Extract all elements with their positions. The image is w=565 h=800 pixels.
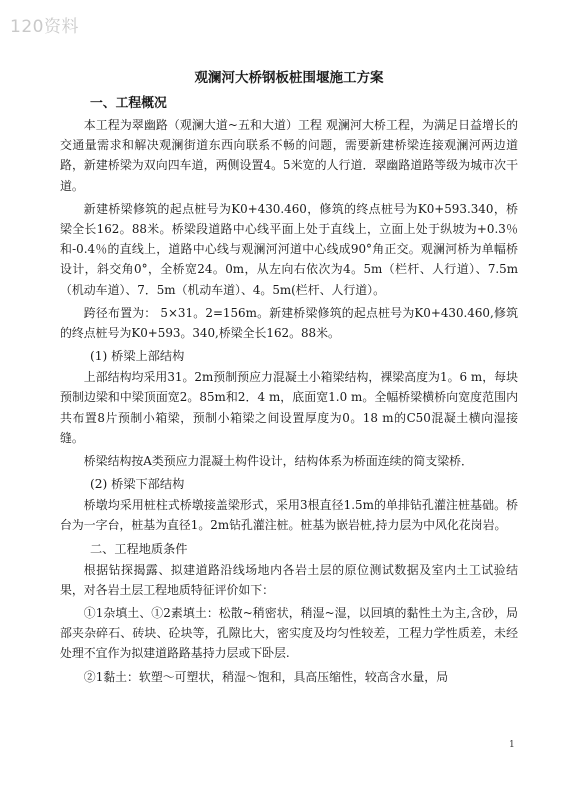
page-number: 1 (509, 740, 515, 750)
paragraph-superstructure: 上部结构均采用31。2m预制预应力混凝土小箱梁结构，裸梁高度为1。6 m，每块预制边梁和中梁顶面宽2。85m和2．4 m，底面宽1.0 m。全幅桥梁横桥向宽度范围内共布置8片预制小箱梁，预制小箱梁之间设置厚度为0。18 m的C50混凝土横向湿接缝。 (60, 370, 518, 445)
paragraph-substructure: 桥墩均采用桩柱式桥墩接盖梁形式，采用3根直径1.5m的单排钻孔灌注桩基础。桥台为一字台，桩基为直径1。2m钻孔灌注桩。桩基为嵌岩桩,持力层为中风化花岗岩。 (60, 498, 518, 533)
document-title: 观澜河大桥钢板桩围堰施工方案 (194, 70, 384, 86)
subheading-substructure: (2) 桥梁下部结构 (90, 477, 185, 492)
watermark-logo: 120资料 (10, 17, 79, 37)
section-heading-geology: 二、工程地质条件 (90, 541, 188, 556)
paragraph-bridge-stations: 新建桥梁修筑的起点桩号为K0+430.460，修筑的终点桩号为K0+593.340，桥梁全长162。88米。桥梁段道路中心线平面上处于直线上，立面上处于纵坡为+0.3％和-0.4％的直线上，道路中心线与观澜河河道中心线成90°角正交。观澜河桥为单幅桥设计，斜交角0°，全桥宽24。0m，从左向右依次为4。5m（栏杆、人行道）、7.5m（机动车道）、7．5m（机动车道）、4。5m(栏杆、人行道）。 (60, 201, 518, 297)
document-page (60, 66, 518, 690)
subheading-superstructure: (1) 桥梁上部结构 (90, 349, 185, 364)
paragraph-fill-soil: ①1杂填土、①2素填土：松散~稍密状，稍湿~湿，以回填的黏性土为主,含砂，局部夹杂碎石、砖块、砼块等，孔隙比大，密实度及均匀性较差，工程力学性质差，未经处理不宜作为拟建道路路基持力层或下卧层. (60, 606, 518, 661)
paragraph-span-layout: 跨径布置为： 5×31。2=156m。新建桥梁修筑的起点桩号为K0+430.460,修筑的终点桩号为K0+593。340,桥梁全长162。88米。 (60, 305, 518, 341)
paragraph-structure-design: 桥梁结构按A类预应力混凝土构件设计，结构体系为桥面连续的简支梁桥． (83, 454, 473, 469)
section-heading-overview: 一、工程概况 (90, 96, 167, 111)
paragraph-geology-intro: 根据钻探揭露、拟建道路沿线场地内各岩土层的原位测试数据及室内土工试验结果，对各岩土层工程地质特征评价如下： (60, 562, 518, 597)
paragraph-clay: ②1黏土：软塑～可塑状，稍湿～饱和，具高压缩性，较高含水量，局 (83, 669, 449, 684)
paragraph-project-intro: 本工程为翠幽路（观澜大道~五和大道）工程 观澜河大桥工程，为满足日益增长的交通量需求和解决观澜街道东西向联系不畅的问题，需要新建桥梁连接观澜河两边道路，新建桥梁为双向四车道，两侧设置4。5米宽的人行道．翠幽路道路等级为城市次干道。 (60, 118, 518, 193)
